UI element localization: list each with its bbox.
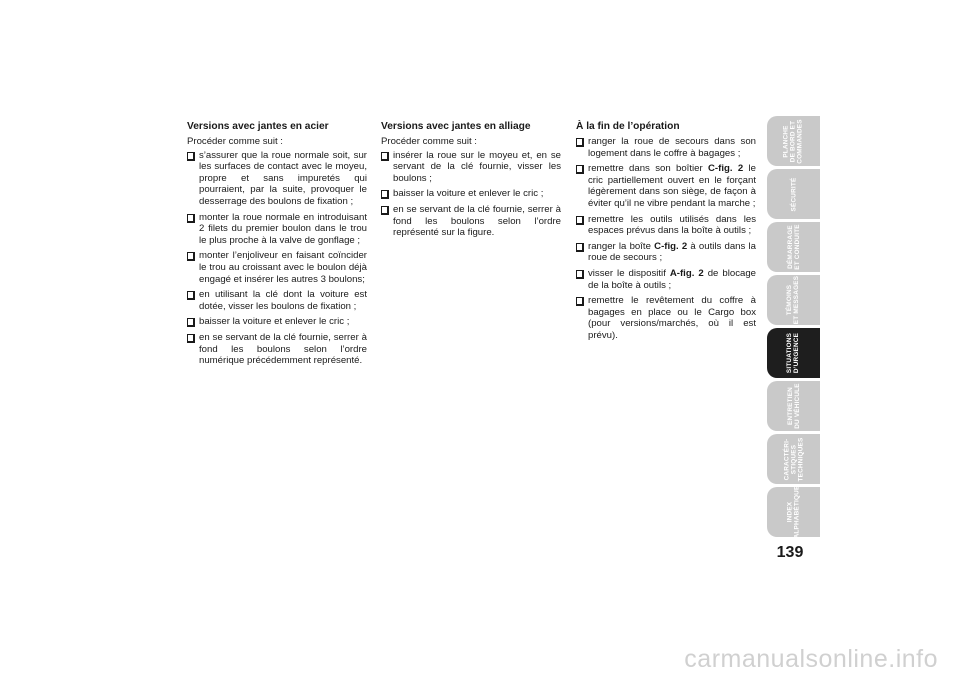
- intro-text: Procéder comme suit :: [381, 136, 477, 147]
- checkbox-bullet-icon: [576, 216, 584, 225]
- checkbox-bullet-icon: [187, 318, 195, 327]
- list-item: s’assurer que la roue normale soit, sur les surfaces de contact avec le moyeu, propre et sans impuretés qui pourraient, par la suite, provoquer le desserrage des boulons de fixation ;: [187, 150, 367, 208]
- checkbox-bullet-icon: [576, 297, 584, 306]
- figure-reference: A-fig. 2: [669, 267, 704, 279]
- tab-temoins[interactable]: TÉMOINS ET MESSAGES: [767, 275, 820, 325]
- list-item: ranger la boîte C-fig. 2 à outils dans la roue de secours ;: [576, 241, 756, 264]
- list-item: en se servant de la clé fournie, serrer à fond les boulons selon l’ordre numérique précédemment représenté.: [187, 332, 367, 367]
- column-end-of-operation: [576, 120, 756, 346]
- tab-demarrage[interactable]: DÉMARRAGE ET CONDUITE: [767, 222, 820, 272]
- tab-securite[interactable]: SÉCURITÉ: [767, 169, 820, 219]
- section-heading: Versions avec jantes en acier: [187, 121, 329, 132]
- instruction-list: [187, 150, 367, 367]
- list-item: monter la roue normale en introduisant 2 filets du premier boulon dans le trou le plus proche à la valve de gonflage ;: [187, 212, 367, 247]
- checkbox-bullet-icon: [381, 206, 389, 215]
- figure-reference: C-fig. 2: [708, 163, 744, 175]
- section-heading: Versions avec jantes en alliage: [381, 121, 531, 132]
- list-item: ranger la roue de secours dans son logement dans le coffre à bagages ;: [576, 136, 756, 159]
- list-item: en se servant de la clé fournie, serrer à fond les boulons selon l’ordre représenté sur la figure.: [381, 204, 561, 239]
- list-item: baisser la voiture et enlever le cric ;: [381, 188, 561, 200]
- checkbox-bullet-icon: [187, 334, 195, 343]
- checkbox-bullet-icon: [187, 252, 195, 261]
- tab-index[interactable]: INDEX ALPHABÉTIQUE: [767, 487, 820, 537]
- list-item: remettre les outils utilisés dans les espaces prévus dans la boîte à outils ;: [576, 214, 756, 237]
- checkbox-bullet-icon: [187, 291, 195, 300]
- checkbox-bullet-icon: [576, 270, 584, 279]
- instruction-list: [381, 150, 561, 239]
- checkbox-bullet-icon: [381, 152, 389, 161]
- tab-caracteristiques[interactable]: CARACTÉRI- STIQUES TECHNIQUES: [767, 434, 820, 484]
- tab-entretien[interactable]: ENTRETIEN DU VÉHICULE: [767, 381, 820, 431]
- chapter-tabs: [767, 116, 820, 540]
- list-item: insérer la roue sur le moyeu et, en se servant de la clé fournie, visser les boulons ;: [381, 150, 561, 185]
- list-item: remettre dans son boîtier C-fig. 2 le cric partiellement ouvert en le forçant légèrement dans son siège, de façon à éviter qu’il ne vibre pendant la marche ;: [576, 163, 756, 209]
- column-steel-rims: [187, 120, 367, 371]
- checkbox-bullet-icon: [381, 190, 389, 199]
- list-item: en utilisant la clé dont la voiture est dotée, visser les boulons de fixation ;: [187, 289, 367, 312]
- checkbox-bullet-icon: [187, 214, 195, 223]
- list-item: monter l’enjoliveur en faisant coïncider le trou au croissant avec le boulon déjà engagé et insérer les autres 3 boulons;: [187, 250, 367, 285]
- tab-planche-de-bord[interactable]: PLANCHE DE BORD ET COMMANDES: [767, 116, 820, 166]
- tab-situations-urgence[interactable]: SITUATIONS D’URGENCE: [767, 328, 820, 378]
- checkbox-bullet-icon: [576, 165, 584, 174]
- page-number: 139: [776, 544, 804, 561]
- list-item: visser le dispositif A-fig. 2 de blocage de la boîte à outils ;: [576, 268, 756, 291]
- column-alloy-rims: [381, 120, 561, 243]
- watermark: carmanualsonline.info: [684, 645, 938, 673]
- figure-reference: C-fig. 2: [654, 240, 688, 252]
- section-heading: À la fin de l’opération: [576, 121, 680, 132]
- checkbox-bullet-icon: [187, 152, 195, 161]
- list-item: remettre le revêtement du coffre à bagages en place ou le Cargo box (pour versions/marchés, où il est prévu).: [576, 295, 756, 341]
- checkbox-bullet-icon: [576, 138, 584, 147]
- intro-text: Procéder comme suit :: [187, 136, 283, 147]
- list-item: baisser la voiture et enlever le cric ;: [187, 316, 367, 328]
- checkbox-bullet-icon: [576, 243, 584, 252]
- instruction-list: [576, 136, 756, 342]
